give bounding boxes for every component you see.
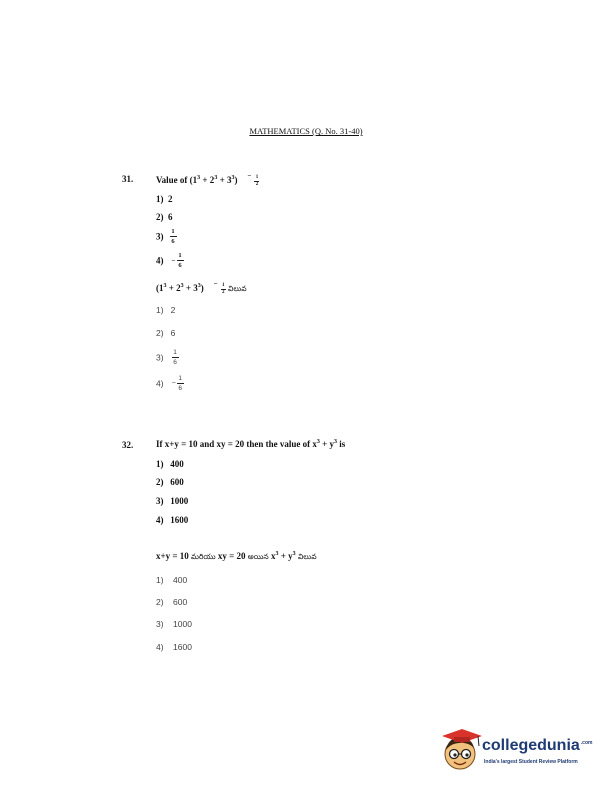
q31t-open: (1: [156, 283, 164, 293]
q31t-exp-3: 3: [197, 283, 201, 289]
q32t-a: x+y = 10: [156, 551, 192, 561]
q31t-power-fraction: [221, 283, 226, 295]
q32t-value: విలువ: [295, 552, 317, 561]
q32t-exp-1: 3: [275, 551, 279, 557]
option-label: 3): [156, 496, 164, 506]
option-label: 3): [156, 619, 164, 629]
q31-power-sign: −: [247, 172, 252, 180]
question-32-text-telugu: [156, 551, 317, 563]
q31t-exp-2: 3: [180, 283, 184, 289]
option-value: 400: [173, 575, 188, 585]
q31-option-4[interactable]: [156, 252, 184, 269]
question-32-text: [156, 439, 345, 449]
q32-option-1[interactable]: [156, 459, 184, 469]
logo-wordmark: [482, 737, 592, 755]
option-value: 1600: [173, 642, 192, 652]
option-value: 6: [168, 212, 173, 222]
option-label: 1): [156, 305, 164, 315]
q31t-power-sign: −: [213, 280, 218, 288]
q32-text-a: If x+y = 10 and xy = 20 then the value of x: [156, 439, 317, 449]
q32t-b: xy = 20: [215, 551, 248, 561]
q31-exp-1: 3: [197, 175, 201, 181]
q32-telugu-option-3[interactable]: [156, 619, 192, 629]
q31t-close: ): [200, 283, 204, 293]
q31t-exp-1: 3: [163, 283, 167, 289]
option-label: 1): [156, 194, 164, 204]
option-label: 2): [156, 477, 164, 487]
q31-option-3[interactable]: [156, 228, 177, 245]
logo-tld: .com: [580, 740, 593, 746]
q32-telugu-option-1[interactable]: [156, 575, 187, 585]
option-value: 600: [173, 597, 188, 607]
option-label: 3): [156, 352, 164, 363]
q32-text-c: is: [337, 439, 346, 449]
option-value: 1000: [173, 619, 192, 629]
option-label: 4): [156, 255, 164, 266]
question-32-number: 32.: [122, 440, 134, 450]
q32-exp-2: 3: [334, 439, 338, 445]
q31-telugu-option-1[interactable]: [156, 305, 175, 315]
option-label: 3): [156, 231, 164, 242]
option-label: 4): [156, 642, 164, 652]
q31-close: ): [234, 175, 238, 185]
q31-power-fraction: [254, 175, 259, 187]
fraction-numerator: 1: [178, 252, 182, 259]
q32-exp-1: 3: [316, 439, 320, 445]
question-31-text: [156, 172, 259, 187]
option-value: 1000: [170, 496, 189, 506]
option-label: 1): [156, 575, 164, 585]
option-value: 400: [170, 459, 184, 469]
q31-telugu-suffix: విలువ: [228, 284, 247, 293]
q31-prefix: Value of (1: [156, 175, 198, 185]
q31-power-den: 2: [255, 182, 259, 187]
option-value: 6: [170, 328, 176, 338]
q32t-c: x: [268, 551, 276, 561]
q32t-exp-2: 3: [292, 551, 296, 557]
q31-option-1[interactable]: [156, 194, 173, 204]
q31t-power-num: 1: [222, 283, 225, 288]
option-label: 2): [156, 597, 164, 607]
q31t-power-den: 2: [222, 290, 225, 295]
q32-option-3[interactable]: [156, 496, 188, 506]
option-value: 2: [170, 305, 176, 315]
q31t-plus2: + 3: [183, 283, 198, 293]
option-fraction: [177, 375, 184, 392]
q32-text-b: + y: [319, 439, 335, 449]
question-31-number: 31.: [122, 174, 134, 184]
fraction-denominator: 6: [178, 385, 182, 392]
q31-telugu-option-3[interactable]: [156, 349, 179, 366]
fraction-numerator: 1: [178, 375, 182, 382]
q32t-d: + y: [278, 551, 293, 561]
q31-telugu-option-2[interactable]: [156, 328, 175, 338]
q32-option-4[interactable]: [156, 515, 188, 525]
option-fraction: [170, 228, 177, 245]
fraction-denominator: 6: [171, 238, 175, 245]
option-value: 2: [168, 194, 173, 204]
option-value: 600: [170, 477, 184, 487]
option-label: 4): [156, 515, 164, 525]
q31-telugu-option-4[interactable]: [156, 375, 184, 392]
collegedunia-logo[interactable]: [438, 728, 598, 774]
mascot-icon: [438, 728, 484, 774]
q32t-then: అయిన: [247, 552, 269, 561]
option-label: 2): [156, 212, 164, 222]
logo-tagline: India's largest Student Review Platform: [484, 759, 578, 765]
fraction-numerator: 1: [173, 349, 177, 356]
section-header: MATHEMATICS (Q. No. 31-40): [249, 126, 363, 136]
q31-exp-2: 3: [214, 175, 218, 181]
option-label: 4): [156, 378, 164, 389]
option-label: 2): [156, 328, 164, 338]
option-sign: −: [171, 256, 176, 265]
option-fraction: [172, 349, 179, 366]
fraction-denominator: 6: [178, 262, 182, 269]
fraction-denominator: 6: [173, 359, 177, 366]
q32-telugu-option-2[interactable]: [156, 597, 187, 607]
option-label: 1): [156, 459, 164, 469]
option-value: 1600: [170, 515, 189, 525]
q32-option-2[interactable]: [156, 477, 184, 487]
q31-plus1: + 2: [200, 175, 215, 185]
q31-exp-3: 3: [231, 175, 235, 181]
q31-power-num: 1: [255, 175, 259, 180]
q32t-and: మరియు: [191, 552, 216, 561]
option-fraction: [177, 252, 184, 269]
q31-plus2: + 3: [217, 175, 232, 185]
option-sign: −: [171, 380, 176, 387]
fraction-numerator: 1: [171, 228, 175, 235]
question-31-text-telugu: [156, 280, 247, 295]
logo-name: collegedunia: [482, 737, 580, 754]
q32-telugu-option-4[interactable]: [156, 642, 192, 652]
q31t-plus1: + 2: [166, 283, 181, 293]
q31-option-2[interactable]: [156, 212, 173, 222]
